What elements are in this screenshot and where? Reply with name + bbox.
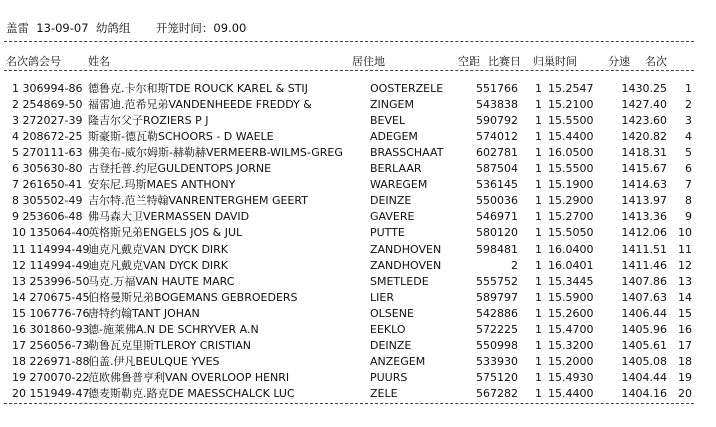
- table-row: [0, 161, 716, 177]
- place: 18: [678, 354, 692, 368]
- fancier-name: 福雷迪.范希兄弟VANDENHEEDE FREDDY &: [88, 98, 312, 112]
- fancier-name: 斯豪斯-德瓦勒SCHOORS - D WAELE: [88, 130, 274, 144]
- arrival-time: 15.2100: [548, 98, 594, 112]
- distance: 543838: [476, 98, 518, 112]
- residence: EEKLO: [370, 322, 406, 336]
- table-row: [0, 145, 716, 161]
- speed: 1406.44: [621, 306, 667, 320]
- race-day: 1: [535, 114, 542, 128]
- race-header: 盖雷 13-09-07 幼鸽组 开笼时间：09.00: [6, 21, 247, 35]
- arrival-time: 15.5500: [548, 162, 594, 176]
- race-day: 1: [535, 242, 542, 256]
- col-rank-ring: 名次鸽会号: [6, 55, 61, 68]
- place: 9: [685, 210, 692, 224]
- residence: PUURS: [370, 370, 408, 384]
- ring-number: 7 261650-41: [12, 178, 83, 192]
- fancier-name: 范欧佛鲁普亨利VAN OVERLOOP HENRI: [88, 370, 290, 384]
- ring-number: 4 208672-25: [12, 130, 83, 144]
- place: 7: [685, 178, 692, 192]
- ring-number: 13 253996-50: [12, 274, 90, 288]
- residence: DEINZE: [370, 338, 412, 352]
- place: 19: [678, 370, 692, 384]
- arrival-time: 15.3445: [548, 274, 594, 288]
- speed: 1414.63: [621, 178, 667, 192]
- table-row: [0, 129, 716, 145]
- col-residence: 居住地: [352, 55, 385, 68]
- arrival-time: 16.0401: [548, 258, 594, 272]
- speed: 1418.31: [621, 146, 667, 160]
- speed: 1423.60: [621, 114, 667, 128]
- residence: ZINGEM: [370, 98, 414, 112]
- col-name: 姓名: [88, 55, 110, 68]
- table-row: [0, 370, 716, 386]
- arrival-time: 15.2700: [548, 210, 594, 224]
- residence: BRASSCHAAT: [370, 146, 444, 160]
- ring-number: 3 272027-39: [12, 114, 83, 128]
- ring-number: 19 270070-22: [12, 370, 90, 384]
- table-row: [0, 386, 716, 402]
- distance: 589797: [476, 290, 518, 304]
- arrival-time: 15.5500: [548, 114, 594, 128]
- race-day: 1: [535, 194, 542, 208]
- place: 6: [685, 162, 692, 176]
- residence: OOSTERZELE: [370, 82, 444, 95]
- race-day: 1: [535, 162, 542, 176]
- residence: DEINZE: [370, 194, 412, 208]
- distance: 598481: [476, 242, 518, 256]
- place: 12: [678, 258, 692, 272]
- place: 14: [678, 290, 692, 304]
- race-day: 1: [535, 306, 542, 320]
- place: 2: [685, 98, 692, 112]
- speed: 1405.08: [621, 354, 667, 368]
- race-day: 1: [535, 258, 542, 272]
- fancier-name: 德-施莱佛A.N DE SCHRYVER A.N: [88, 322, 259, 336]
- table-row: [0, 177, 716, 193]
- top-divider: [4, 41, 694, 42]
- fancier-name: 佛马森大卫VERMASSEN DAVID: [88, 210, 250, 224]
- place: 17: [678, 338, 692, 352]
- speed: 1407.86: [621, 274, 667, 288]
- arrival-time: 15.5050: [548, 226, 594, 240]
- residence: ANZEGEM: [370, 354, 426, 368]
- distance: 575120: [476, 370, 518, 384]
- col-arrival: 归巢时间: [533, 55, 577, 68]
- residence: ADEGEM: [370, 130, 418, 144]
- place: 10: [678, 226, 692, 240]
- table-row: [0, 306, 716, 322]
- fancier-name: 英格斯兄弟ENGELS JOS & JUL: [88, 226, 243, 240]
- race-day: 1: [535, 274, 542, 288]
- arrival-time: 15.4400: [548, 130, 594, 144]
- ring-number: 9 253606-48: [12, 210, 83, 224]
- fancier-name: 安东尼.玛斯MAES ANTHONY: [88, 178, 236, 192]
- fancier-name: 唐特约翰TANT JOHAN: [88, 306, 200, 320]
- distance: 550036: [476, 194, 518, 208]
- arrival-time: 15.4400: [548, 386, 594, 400]
- distance: 567282: [476, 386, 518, 400]
- table-row: [0, 290, 716, 306]
- table-row: [0, 81, 716, 97]
- distance: 574012: [476, 130, 518, 144]
- ring-number: 18 226971-88: [12, 354, 90, 368]
- ring-number: 15 106776-76: [12, 306, 90, 320]
- place: 16: [678, 322, 692, 336]
- speed: 1427.40: [621, 98, 667, 112]
- residence: GAVERE: [370, 210, 415, 224]
- arrival-time: 15.4700: [548, 322, 594, 336]
- speed: 1412.06: [621, 226, 667, 240]
- fancier-name: 德鲁克.卡尔和斯TDE ROUCK KAREL & STIJ: [88, 82, 308, 95]
- table-row: [0, 113, 716, 129]
- race-day: 1: [535, 370, 542, 384]
- table-row: [0, 225, 716, 241]
- table-row: [0, 258, 716, 274]
- speed: 1415.67: [621, 162, 667, 176]
- residence: WAREGEM: [370, 178, 428, 192]
- residence: PUTTE: [370, 226, 405, 240]
- col-place: 名次: [645, 55, 667, 68]
- speed: 1411.46: [621, 258, 667, 272]
- speed: 1430.25: [621, 82, 667, 95]
- speed: 1413.36: [621, 210, 667, 224]
- speed: 1420.82: [621, 130, 667, 144]
- fancier-name: 勒鲁瓦克里斯TLEROY CRISTIAN: [88, 338, 251, 352]
- place: 20: [678, 386, 692, 400]
- arrival-time: 16.0500: [548, 146, 594, 160]
- table-row: [0, 338, 716, 354]
- race-day: 1: [535, 98, 542, 112]
- arrival-time: 15.4930: [548, 370, 594, 384]
- race-day: 1: [535, 338, 542, 352]
- fancier-name: 古登托普.约尼GULDENTOPS JORNE: [88, 162, 272, 176]
- ring-number: 14 270675-45: [12, 290, 90, 304]
- race-day: 1: [535, 322, 542, 336]
- place: 5: [685, 146, 692, 160]
- residence: BEVEL: [370, 114, 406, 128]
- race-day: 1: [535, 290, 542, 304]
- speed: 1405.96: [621, 322, 667, 336]
- residence: LIER: [370, 290, 394, 304]
- col-distance: 空距: [458, 55, 480, 68]
- speed: 1405.61: [621, 338, 667, 352]
- race-day: 1: [535, 210, 542, 224]
- arrival-time: 15.2547: [548, 82, 594, 95]
- distance: 536145: [476, 178, 518, 192]
- arrival-time: 15.3200: [548, 338, 594, 352]
- fancier-name: 伯盖.伊凡BEULQUE YVES: [88, 354, 220, 368]
- distance: 550998: [476, 338, 518, 352]
- speed: 1413.97: [621, 194, 667, 208]
- residence: ZANDHOVEN: [370, 242, 442, 256]
- fancier-name: 马克.万福VAN HAUTE MARC: [88, 274, 235, 288]
- race-day: 1: [535, 386, 542, 400]
- col-day: 比赛日: [488, 55, 521, 68]
- speed: 1404.44: [621, 370, 667, 384]
- bottom-divider: [4, 403, 694, 404]
- place: 1: [685, 82, 692, 95]
- table-row: [0, 97, 716, 113]
- table-row: [0, 193, 716, 209]
- arrival-time: 15.2000: [548, 354, 594, 368]
- table-row: [0, 354, 716, 370]
- fancier-name: 佛美布-威尔姆斯-赫勒赫VERMEERB-WILMS-GREG: [88, 146, 343, 160]
- place: 4: [685, 130, 692, 144]
- table-row: [0, 322, 716, 338]
- place: 3: [685, 114, 692, 128]
- ring-number: 8 305502-49: [12, 194, 83, 208]
- ring-number: 5 270111-63: [12, 146, 83, 160]
- distance: 533930: [476, 354, 518, 368]
- race-day: 1: [535, 130, 542, 144]
- ring-number: 17 256056-73: [12, 338, 90, 352]
- ring-number: 2 254869-50: [12, 98, 83, 112]
- distance: 546971: [476, 210, 518, 224]
- distance: 580120: [476, 226, 518, 240]
- arrival-time: 15.5900: [548, 290, 594, 304]
- arrival-time: 15.1900: [548, 178, 594, 192]
- speed: 1404.16: [621, 386, 667, 400]
- race-day: 1: [535, 178, 542, 192]
- distance: 590792: [476, 114, 518, 128]
- ring-number: 1 306994-86: [12, 82, 83, 95]
- distance: 587504: [476, 162, 518, 176]
- table-row: [0, 242, 716, 258]
- fancier-name: 隆吉尔父子ROZIERS P J: [88, 114, 209, 128]
- race-day: 1: [535, 146, 542, 160]
- fancier-name: 迪克凡戴克VAN DYCK DIRK: [88, 242, 229, 256]
- speed: 1407.63: [621, 290, 667, 304]
- ring-number: 11 114994-49: [12, 242, 90, 256]
- fancier-name: 伯格曼斯兄弟BOGEMANS GEBROEDERS: [88, 290, 298, 304]
- arrival-time: 15.2900: [548, 194, 594, 208]
- place: 11: [678, 242, 692, 256]
- ring-number: 12 114994-49: [12, 258, 90, 272]
- place: 8: [685, 194, 692, 208]
- race-day: 1: [535, 82, 542, 95]
- col-speed: 分速: [608, 55, 630, 68]
- table-row: [0, 209, 716, 225]
- residence: ZANDHOVEN: [370, 258, 442, 272]
- residence: OLSENE: [370, 306, 414, 320]
- distance: 555752: [476, 274, 518, 288]
- ring-number: 16 301860-93: [12, 322, 90, 336]
- header-divider: [4, 70, 694, 71]
- fancier-name: 迪克凡戴克VAN DYCK DIRK: [88, 258, 229, 272]
- race-day: 1: [535, 354, 542, 368]
- fancier-name: 德麦斯勒克.路克DE MAESSCHALCK LUC: [88, 386, 295, 400]
- residence: ZELE: [370, 386, 398, 400]
- distance: 572225: [476, 322, 518, 336]
- ring-number: 10 135064-40: [12, 226, 90, 240]
- ring-number: 20 151949-47: [12, 386, 90, 400]
- race-day: 1: [535, 226, 542, 240]
- distance: 551766: [476, 82, 518, 95]
- place: 13: [678, 274, 692, 288]
- table-row: [0, 274, 716, 290]
- fancier-name: 吉尔特.范兰特翰VANRENTERGHEM GEERT: [88, 194, 308, 208]
- residence: SMETLEDE: [370, 274, 429, 288]
- arrival-time: 15.2600: [548, 306, 594, 320]
- ring-number: 6 305630-80: [12, 162, 83, 176]
- distance: 2: [511, 258, 518, 272]
- speed: 1411.51: [621, 242, 667, 256]
- arrival-time: 16.0400: [548, 242, 594, 256]
- residence: BERLAAR: [370, 162, 422, 176]
- distance: 542886: [476, 306, 518, 320]
- place: 15: [678, 306, 692, 320]
- distance: 602781: [476, 146, 518, 160]
